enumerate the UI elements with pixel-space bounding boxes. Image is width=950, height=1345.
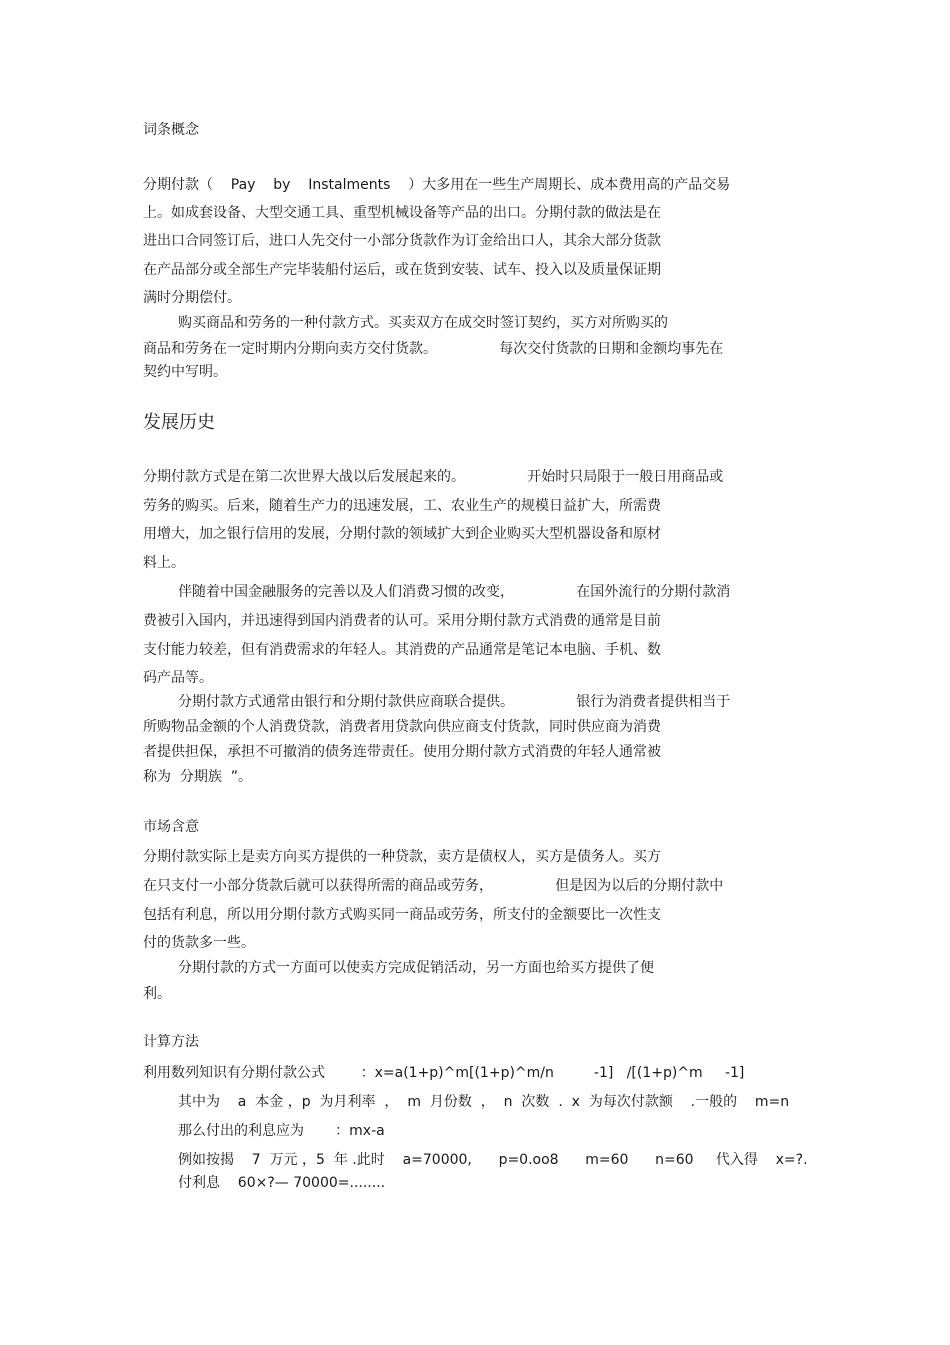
- market-line: 分期付款的方式一方面可以使卖方完成促销活动，另一方面也给买方提供了便: [178, 960, 654, 976]
- history-line: 称为 分期族 ”。: [143, 769, 253, 785]
- term-line: 满时分期偿付。: [143, 290, 241, 306]
- market-line: 付的货款多一些。: [143, 935, 255, 951]
- market-line: 包括有利息，所以用分期付款方式购买同一商品或劳务，所支付的金额要比一次性支: [143, 907, 661, 923]
- term-line: 商品和劳务在一定时期内分期向卖方交付货款。 每次交付货款的日期和金额均事先在: [143, 341, 724, 357]
- section-heading-calc: 计算方法: [143, 1034, 199, 1050]
- history-line: 分期付款方式是在第二次世界大战以后发展起来的。 开始时只局限于一般日用商品或: [143, 469, 724, 485]
- history-line: 费被引入国内，并迅速得到国内消费者的认可。采用分期付款方式消费的通常是目前: [143, 613, 661, 629]
- history-line: 劳务的购买。后来，随着生产力的迅速发展，工、农业生产的规模日益扩大，所需费: [143, 498, 661, 514]
- history-line: 料上。: [143, 555, 185, 571]
- calc-line: 那么付出的利息应为 ：mx-a: [178, 1123, 385, 1139]
- calc-line: 付利息 60×?— 70000=........: [178, 1175, 386, 1191]
- term-line: 上。如成套设备、大型交通工具、重型机械设备等产品的出口。分期付款的做法是在: [143, 205, 661, 221]
- term-line: 契约中写明。: [143, 364, 227, 380]
- history-line: 码产品等。: [143, 670, 213, 686]
- history-line: 所购物品金额的个人消费贷款，消费者用贷款向供应商支付货款，同时供应商为消费: [143, 719, 661, 735]
- calc-line: 其中为 a 本金 ，p 为月利率 ， m 月份数 ， n 次数 . x 为每次付款额 .一般的 m=n: [178, 1094, 790, 1110]
- history-line: 者提供担保，承担不可撤消的债务连带责任。使用分期付款方式消费的年轻人通常被: [143, 744, 661, 760]
- calc-line: 例如按揭 7 万元 ，5 年 .此时 a=70000, p=0.oo8 m=60 n=60 代入得 x=?.: [178, 1152, 808, 1168]
- calc-formula: 利用数列知识有分期付款公式 ：x=a(1+p)^m[(1+p)^m/n -1] /[(1+p)^m -1]: [143, 1065, 745, 1081]
- term-line: 进出口合同签订后，进口人先交付一小部分货款作为订金给出口人，其余大部分货款: [143, 233, 661, 249]
- history-line: 支付能力较差，但有消费需求的年轻人。其消费的产品通常是笔记本电脑、手机、数: [143, 642, 661, 658]
- section-heading-history: 发展历史: [143, 412, 215, 433]
- term-line: 购买商品和劳务的一种付款方式。买卖双方在成交时签订契约，买方对所购买的: [178, 315, 668, 331]
- section-heading-market: 市场含意: [143, 819, 199, 835]
- history-line: 伴随着中国金融服务的完善以及人们消费习惯的改变， 在国外流行的分期付款消: [178, 584, 731, 600]
- history-line: 用增大，加之银行信用的发展，分期付款的领域扩大到企业购买大型机器设备和原材: [143, 526, 661, 542]
- history-line: 分期付款方式通常由银行和分期付款供应商联合提供。 银行为消费者提供相当于: [178, 694, 731, 710]
- market-line: 分期付款实际上是卖方向买方提供的一种贷款，卖方是债权人，买方是债务人。买方: [143, 849, 661, 865]
- market-line: 利。: [143, 986, 171, 1002]
- term-line: 分期付款（ Pay by Instalments ）大多用在一些生产周期长、成本费用高的产品交易: [143, 177, 731, 193]
- section-heading-term: 词条概念: [143, 122, 199, 138]
- term-line: 在产品部分或全部生产完毕装船付运后，或在货到安装、试车、投入以及质量保证期: [143, 262, 661, 278]
- market-line: 在只支付一小部分货款后就可以获得所需的商品或劳务， 但是因为以后的分期付款中: [143, 878, 724, 894]
